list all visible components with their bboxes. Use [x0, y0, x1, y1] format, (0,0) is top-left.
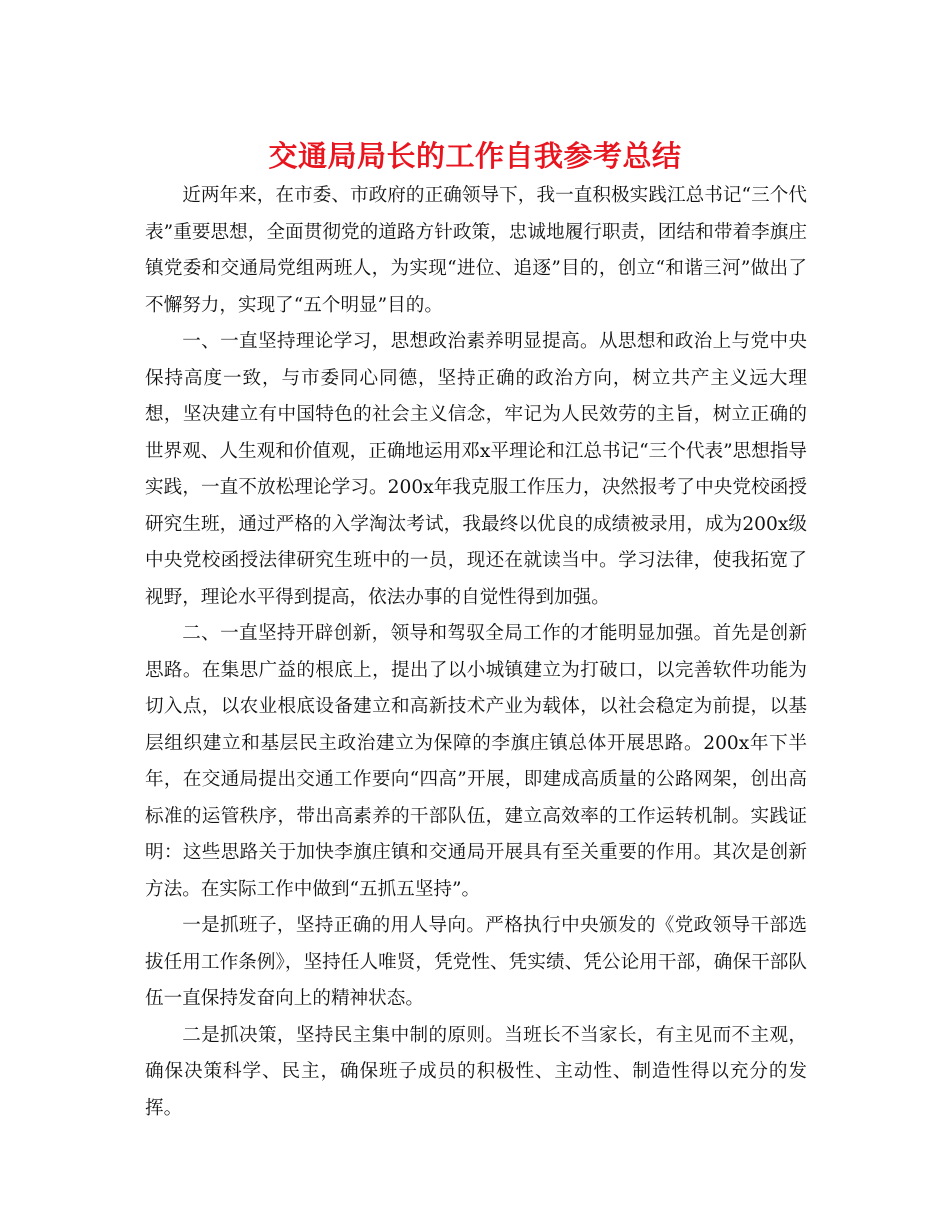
paragraph-team-building: 一是抓班子，坚持正确的用人导向。严格执行中央颁发的《党政领导干部选拔任用工作条例》，坚持任人唯贤，凭党性、凭实绩、凭公论用干部，确保干部队伍一直保持发奋向上的精神状态。	[145, 915, 807, 1009]
document-body	[145, 178, 807, 1127]
paragraph-intro: 近两年来，在市委、市政府的正确领导下，我一直积极实践江总书记“三个代表”重要思想，全面贯彻党的道路方针政策，忠诚地履行职责，团结和带着李旗庄镇党委和交通局党组两班人，为实现“进位、追逐”目的，创立“和谐三河”做出了不懈努力，实现了“五个明显”目的。	[145, 185, 807, 316]
document-title: 交通局局长的工作自我参考总结	[268, 139, 682, 173]
paragraph-theory-study: 一、一直坚持理论学习，思想政治素养明显提高。从思想和政治上与党中央保持高度一致，与市委同心同德，坚持正确的政治方向，树立共产主义远大理想，坚决建立有中国特色的社会主义信念，牢记为人民效劳的主旨，树立正确的世界观、人生观和价值观，正确地运用邓x平理论和江总书记“三个代表”思想指导实践，一直不放松理论学习。200x年我克服工作压力，决然报考了中央党校函授研究生班，通过严格的入学淘汰考试，我最终以优良的成绩被录用，成为200x级中央党校函授法律研究生班中的一员，现还在就读当中。学习法律，使我拓宽了视野，理论水平得到提高，依法办事的自觉性得到加强。	[145, 331, 807, 608]
paragraph-decision-making: 二是抓决策，坚持民主集中制的原则。当班长不当家长，有主见而不主观，确保决策科学、民主，确保班子成员的积极性、主动性、制造性得以充分的发挥。	[145, 1024, 807, 1119]
paragraph-innovation: 二、一直坚持开辟创新，领导和驾驭全局工作的才能明显加强。首先是创新思路。在集思广益的根底上，提出了以小城镇建立为打破口，以完善软件功能为切入点，以农业根底设备建立和高新技术产业为载体，以社会稳定为前提，以基层组织建立和基层民主政治建立为保障的李旗庄镇总体开展思路。200x年下半年，在交通局提出交通工作要向“四高”开展，即建成高质量的公路网架，创出高标准的运管秩序，带出高素养的干部队伍，建立高效率的工作运转机制。实践证明：这些思路关于加快李旗庄镇和交通局开展具有至关重要的作用。其次是创新方法。在实际工作中做到“五抓五坚持”。	[145, 623, 807, 900]
